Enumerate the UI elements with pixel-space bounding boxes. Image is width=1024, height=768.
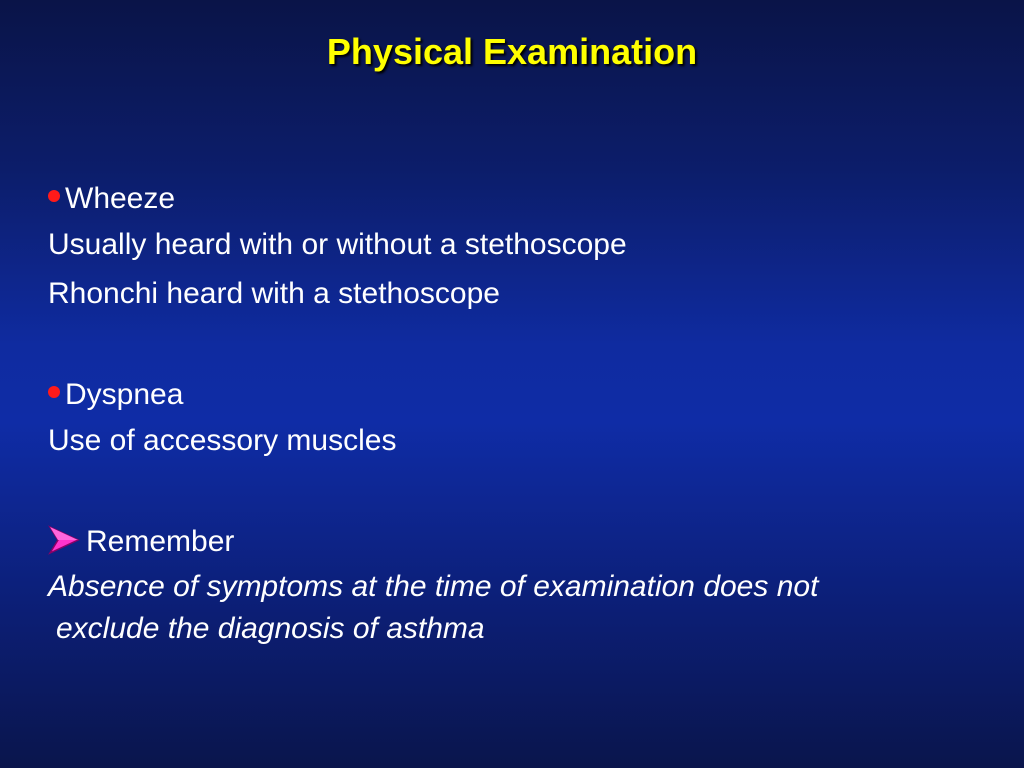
bullet-heading: Remember — [86, 524, 235, 558]
italic-line: Absence of symptoms at the time of examination does not — [48, 570, 819, 603]
arrow-bullet-icon — [48, 525, 80, 555]
body-line: Rhonchi heard with a stethoscope — [48, 277, 500, 310]
spacer — [48, 321, 1008, 370]
slide-title: Physical Examination — [326, 31, 698, 72]
red-dot-bullet-icon — [48, 386, 60, 398]
spacer — [48, 468, 1008, 517]
remember-note — [48, 566, 1008, 650]
slide-content — [48, 174, 1008, 650]
bullet-item-remember — [48, 517, 1008, 566]
red-dot-bullet-icon — [48, 190, 60, 202]
bullet-item-wheeze — [48, 174, 1008, 223]
body-line: Usually heard with or without a stethoscope — [48, 228, 627, 261]
italic-line: exclude the diagnosis of asthma — [56, 612, 485, 645]
bullet-item-dyspnea — [48, 370, 1008, 419]
bullet-heading: Wheeze — [65, 181, 176, 215]
bullet-heading: Dyspnea — [65, 377, 184, 411]
body-line: Use of accessory muscles — [48, 424, 397, 457]
